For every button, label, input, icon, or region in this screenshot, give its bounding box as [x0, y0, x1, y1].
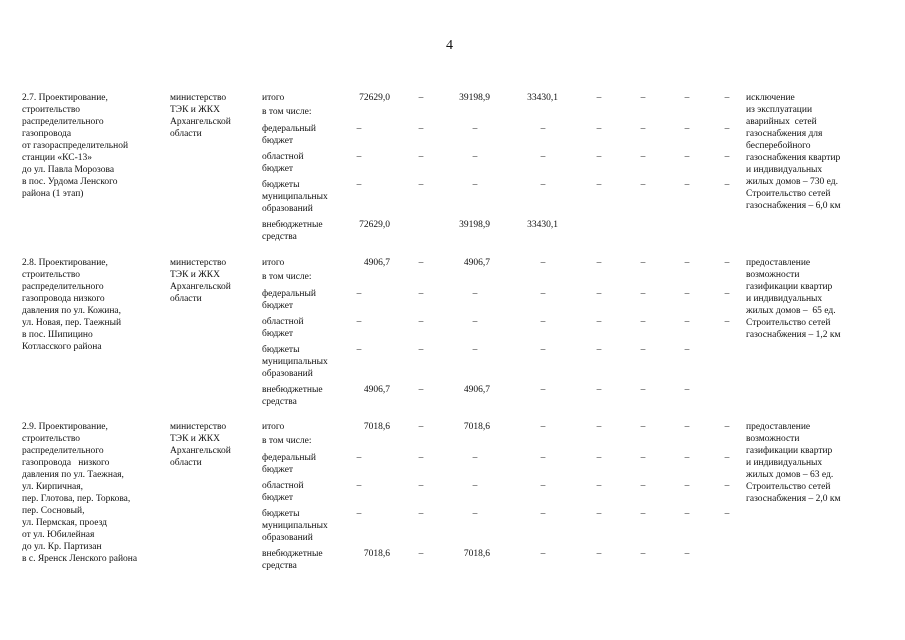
year-value-dash: – — [596, 124, 602, 134]
funding-source: итого — [262, 422, 285, 432]
activity-name: 2.8. Проектирование, строительство распределительного газопровода низкого давления по ул. Кожина, ул. Новая, пер. Таежный в пос. Шипицино Котласского района — [22, 258, 122, 352]
funding-source: в том числе: — [262, 436, 312, 446]
year3-value: – — [540, 453, 546, 463]
year-value-dash: – — [596, 453, 602, 463]
funding-source: бюджеты муниципальных образований — [262, 180, 328, 214]
year-value-dash: – — [724, 509, 730, 519]
executor: министерство ТЭК и ЖКХ Архангельской области — [170, 422, 231, 468]
total-value: 7018,6 — [363, 422, 390, 432]
total-value: 72629,0 — [359, 93, 390, 103]
funding-source: внебюджетные средства — [262, 385, 323, 407]
year-value-dash: – — [724, 289, 730, 299]
expected-result: исключение из эксплуатации аварийных сетей газоснабжения для бесперебойного газоснабжения квартир и индивидуальных жилых домов – 730 ед. Строительство сетей газоснабжения – 6,0 км — [746, 93, 841, 211]
year-value-dash: – — [684, 345, 690, 355]
year2-value: – — [472, 180, 478, 190]
year2-value: – — [472, 509, 478, 519]
year-value-dash: – — [596, 93, 602, 103]
funding-source: федеральный бюджет — [262, 289, 316, 311]
year-value-dash: – — [640, 258, 646, 268]
year-value-dash: – — [640, 549, 646, 559]
total-value: – — [356, 481, 362, 491]
funding-source: федеральный бюджет — [262, 453, 316, 475]
year2-value: 4906,7 — [463, 258, 490, 268]
year-value-dash: – — [640, 124, 646, 134]
year1-value: – — [418, 453, 424, 463]
expected-result: предоставление возможности газификации квартир и индивидуальных жилых домов – 63 ед. Строительство сетей газоснабжения – 2,0 км — [746, 422, 841, 504]
year-value-dash: – — [684, 289, 690, 299]
year3-value: – — [540, 345, 546, 355]
total-value: – — [356, 289, 362, 299]
year-value-dash: – — [640, 152, 646, 162]
year-value-dash: – — [684, 549, 690, 559]
year-value-dash: – — [684, 93, 690, 103]
total-value: – — [356, 509, 362, 519]
year3-value: – — [540, 258, 546, 268]
year-value-dash: – — [724, 481, 730, 491]
total-value: 4906,7 — [363, 385, 390, 395]
year3-value: – — [540, 549, 546, 559]
year2-value: – — [472, 453, 478, 463]
year-value-dash: – — [596, 509, 602, 519]
year-value-dash: – — [640, 93, 646, 103]
year-value-dash: – — [684, 453, 690, 463]
funding-source: в том числе: — [262, 272, 312, 282]
year-value-dash: – — [640, 509, 646, 519]
year-value-dash: – — [640, 385, 646, 395]
year-value-dash: – — [596, 258, 602, 268]
year2-value: 4906,7 — [463, 385, 490, 395]
total-value: 72629,0 — [359, 220, 390, 230]
year1-value: – — [418, 289, 424, 299]
year-value-dash: – — [596, 152, 602, 162]
year2-value: – — [472, 152, 478, 162]
year-value-dash: – — [684, 422, 690, 432]
year1-value: – — [418, 317, 424, 327]
year3-value: – — [540, 317, 546, 327]
year1-value: – — [418, 422, 424, 432]
year-value-dash: – — [596, 317, 602, 327]
year-value-dash: – — [724, 152, 730, 162]
total-value: – — [356, 152, 362, 162]
year-value-dash: – — [684, 481, 690, 491]
year2-value: – — [472, 317, 478, 327]
total-value: – — [356, 180, 362, 190]
year-value-dash: – — [596, 345, 602, 355]
year-value-dash: – — [596, 385, 602, 395]
year3-value: – — [540, 481, 546, 491]
year1-value: – — [418, 481, 424, 491]
year1-value: – — [418, 509, 424, 519]
year3-value: – — [540, 509, 546, 519]
year3-value: 33430,1 — [527, 220, 558, 230]
year-value-dash: – — [596, 289, 602, 299]
funding-source: итого — [262, 258, 285, 268]
year1-value: – — [418, 124, 424, 134]
year-value-dash: – — [724, 258, 730, 268]
activity-name: 2.7. Проектирование, строительство распределительного газопровода от газораспределительной станции «КС-13» до ул. Павла Морозова в пос. Урдома Ленского района (1 этап) — [22, 93, 129, 199]
page-number: 4 — [446, 38, 453, 53]
funding-source: федеральный бюджет — [262, 124, 316, 146]
year1-value: – — [418, 180, 424, 190]
year2-value: – — [472, 345, 478, 355]
year-value-dash: – — [684, 258, 690, 268]
year-value-dash: – — [724, 93, 730, 103]
year2-value: – — [472, 481, 478, 491]
funding-source: областной бюджет — [262, 152, 304, 174]
year3-value: 33430,1 — [527, 93, 558, 103]
year-value-dash: – — [684, 152, 690, 162]
executor: министерство ТЭК и ЖКХ Архангельской области — [170, 258, 231, 304]
year1-value: – — [418, 152, 424, 162]
year3-value: – — [540, 124, 546, 134]
funding-source: внебюджетные средства — [262, 549, 323, 571]
year-value-dash: – — [640, 317, 646, 327]
funding-source: в том числе: — [262, 107, 312, 117]
year1-value: – — [418, 258, 424, 268]
funding-source: областной бюджет — [262, 317, 304, 339]
year-value-dash: – — [684, 180, 690, 190]
year1-value: – — [418, 385, 424, 395]
funding-source: бюджеты муниципальных образований — [262, 345, 328, 379]
year-value-dash: – — [640, 422, 646, 432]
year-value-dash: – — [684, 124, 690, 134]
year1-value: – — [418, 93, 424, 103]
year-value-dash: – — [640, 180, 646, 190]
funding-source: областной бюджет — [262, 481, 304, 503]
total-value: 7018,6 — [363, 549, 390, 559]
year3-value: – — [540, 385, 546, 395]
total-value: – — [356, 317, 362, 327]
year-value-dash: – — [640, 481, 646, 491]
year2-value: 7018,6 — [463, 422, 490, 432]
expected-result: предоставление возможности газификации квартир и индивидуальных жилых домов – 65 ед. Строительство сетей газоснабжения – 1,2 км — [746, 258, 841, 340]
year-value-dash: – — [596, 481, 602, 491]
year1-value: – — [418, 345, 424, 355]
year-value-dash: – — [640, 453, 646, 463]
year-value-dash: – — [724, 317, 730, 327]
year3-value: – — [540, 180, 546, 190]
year3-value: – — [540, 289, 546, 299]
year-value-dash: – — [596, 180, 602, 190]
year-value-dash: – — [724, 453, 730, 463]
executor: министерство ТЭК и ЖКХ Архангельской области — [170, 93, 231, 139]
funding-source: внебюджетные средства — [262, 220, 323, 242]
year2-value: – — [472, 289, 478, 299]
funding-source: бюджеты муниципальных образований — [262, 509, 328, 543]
year2-value: – — [472, 124, 478, 134]
year-value-dash: – — [640, 345, 646, 355]
year-value-dash: – — [724, 180, 730, 190]
activity-name: 2.9. Проектирование, строительство распределительного газопровода низкого давления по ул. Таежная, ул. Кирпичная, пер. Глотова, пер. Торкова, пер. Сосновый, ул. Пермская, проезд от ул. Юбилейная до ул. Кр. Партизан в с. Яренск Ленского района — [22, 422, 138, 564]
year2-value: 39198,9 — [459, 93, 490, 103]
year-value-dash: – — [684, 317, 690, 327]
year2-value: 39198,9 — [459, 220, 490, 230]
year-value-dash: – — [596, 422, 602, 432]
year-value-dash: – — [724, 124, 730, 134]
year1-value: – — [418, 549, 424, 559]
year2-value: 7018,6 — [463, 549, 490, 559]
funding-source: итого — [262, 93, 285, 103]
year-value-dash: – — [640, 289, 646, 299]
year-value-dash: – — [684, 385, 690, 395]
year-value-dash: – — [724, 422, 730, 432]
total-value: – — [356, 345, 362, 355]
year3-value: – — [540, 152, 546, 162]
year3-value: – — [540, 422, 546, 432]
total-value: – — [356, 453, 362, 463]
total-value: 4906,7 — [363, 258, 390, 268]
year-value-dash: – — [596, 549, 602, 559]
total-value: – — [356, 124, 362, 134]
year-value-dash: – — [684, 509, 690, 519]
